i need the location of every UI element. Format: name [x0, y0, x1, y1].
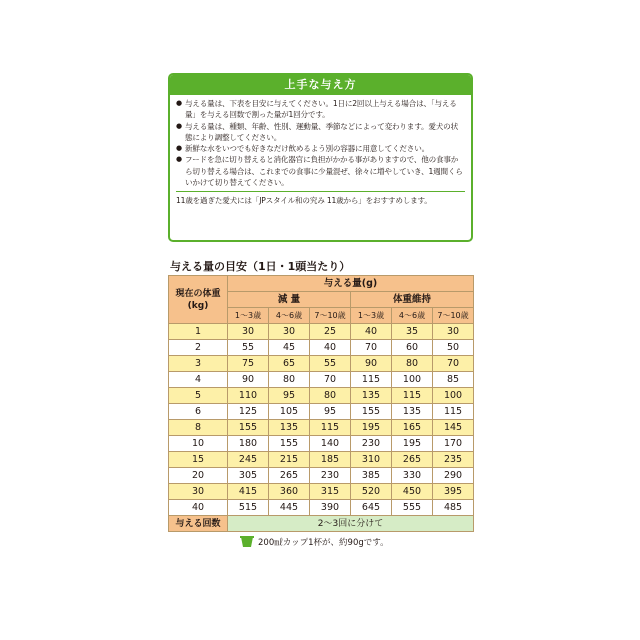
amount-cell: 65 [269, 356, 310, 372]
amount-cell: 45 [269, 340, 310, 356]
amount-cell: 145 [433, 420, 474, 436]
cup-note [240, 536, 389, 548]
table-row [169, 468, 474, 484]
amount-cell: 330 [392, 468, 433, 484]
amount-cell: 135 [269, 420, 310, 436]
amount-cell: 185 [310, 452, 351, 468]
amount-cell: 155 [269, 436, 310, 452]
amount-cell: 415 [228, 484, 269, 500]
amount-cell: 390 [310, 500, 351, 516]
amount-cell: 235 [433, 452, 474, 468]
table-title: 与える量の目安（1日・1頭当たり） [170, 260, 351, 273]
amount-cell: 60 [392, 340, 433, 356]
weight-cell: 15 [169, 452, 228, 468]
table-row [169, 484, 474, 500]
weight-cell: 4 [169, 372, 228, 388]
amount-cell: 125 [228, 404, 269, 420]
amount-cell: 35 [392, 324, 433, 340]
age-header: 4〜6歳 [392, 308, 433, 324]
amount-header: 与える量(g) [228, 276, 474, 292]
group-reduce-header: 減 量 [228, 292, 351, 308]
amount-cell: 115 [310, 420, 351, 436]
amount-cell: 115 [433, 404, 474, 420]
cup-note-text: 200㎖カップ1杯が、約90gです。 [258, 538, 389, 548]
amount-cell: 265 [392, 452, 433, 468]
amount-cell: 30 [433, 324, 474, 340]
amount-cell: 385 [351, 468, 392, 484]
age-header: 1〜3歳 [351, 308, 392, 324]
weight-cell: 5 [169, 388, 228, 404]
amount-cell: 395 [433, 484, 474, 500]
amount-cell: 360 [269, 484, 310, 500]
feeding-amount-table [168, 275, 474, 532]
amount-cell: 140 [310, 436, 351, 452]
amount-cell: 70 [433, 356, 474, 372]
weight-cell: 3 [169, 356, 228, 372]
amount-cell: 75 [228, 356, 269, 372]
table-row [169, 388, 474, 404]
amount-cell: 305 [228, 468, 269, 484]
table-row [169, 324, 474, 340]
tips-divider [176, 191, 465, 192]
amount-cell: 90 [351, 356, 392, 372]
weight-cell: 8 [169, 420, 228, 436]
tip-item: ● 与える量は、種類、年齢、性別、運動量、季節などによって変わります。愛犬の状態により調整してください。 [176, 121, 465, 144]
amount-cell: 155 [228, 420, 269, 436]
amount-cell: 230 [310, 468, 351, 484]
table-row [169, 436, 474, 452]
amount-cell: 40 [351, 324, 392, 340]
tips-note: 11歳を過ぎた愛犬には「JPスタイル和の究み 11歳から」をおすすめします。 [176, 196, 432, 206]
tip-item: ● 新鮮な水をいつでも好きなだけ飲めるよう別の容器に用意してください。 [176, 143, 465, 154]
frequency-label: 与える回数 [169, 516, 228, 532]
feeding-tips-box [168, 73, 473, 242]
amount-cell: 170 [433, 436, 474, 452]
age-header: 7〜10歳 [310, 308, 351, 324]
table-row [169, 356, 474, 372]
amount-cell: 315 [310, 484, 351, 500]
group-maintain-header: 体重維持 [351, 292, 474, 308]
amount-cell: 445 [269, 500, 310, 516]
amount-cell: 215 [269, 452, 310, 468]
table-row [169, 420, 474, 436]
age-header: 4〜6歳 [269, 308, 310, 324]
amount-cell: 245 [228, 452, 269, 468]
frequency-value: 2〜3回に分けて [228, 516, 474, 532]
age-header: 1〜3歳 [228, 308, 269, 324]
amount-cell: 30 [228, 324, 269, 340]
amount-cell: 230 [351, 436, 392, 452]
amount-cell: 115 [392, 388, 433, 404]
table-row [169, 404, 474, 420]
amount-cell: 85 [433, 372, 474, 388]
amount-cell: 450 [392, 484, 433, 500]
age-header: 7〜10歳 [433, 308, 474, 324]
amount-cell: 90 [228, 372, 269, 388]
weight-cell: 6 [169, 404, 228, 420]
weight-header: 現在の体重(kg) [169, 276, 228, 324]
amount-cell: 290 [433, 468, 474, 484]
tip-item: ● 与える量は、下表を目安に与えてください。1日に2回以上与える場合は、「与える量」を与える回数で割った量が1回分です。 [176, 98, 465, 121]
amount-cell: 30 [269, 324, 310, 340]
table-row [169, 372, 474, 388]
tips-title: 上手な与え方 [170, 75, 471, 95]
amount-cell: 310 [351, 452, 392, 468]
amount-cell: 135 [392, 404, 433, 420]
weight-cell: 30 [169, 484, 228, 500]
weight-cell: 20 [169, 468, 228, 484]
amount-cell: 70 [310, 372, 351, 388]
amount-cell: 180 [228, 436, 269, 452]
weight-cell: 1 [169, 324, 228, 340]
weight-cell: 2 [169, 340, 228, 356]
tips-list [176, 98, 465, 188]
weight-cell: 40 [169, 500, 228, 516]
amount-cell: 265 [269, 468, 310, 484]
table-row [169, 452, 474, 468]
amount-cell: 40 [310, 340, 351, 356]
amount-cell: 100 [392, 372, 433, 388]
amount-cell: 95 [269, 388, 310, 404]
amount-cell: 135 [351, 388, 392, 404]
amount-cell: 165 [392, 420, 433, 436]
amount-cell: 55 [310, 356, 351, 372]
amount-cell: 515 [228, 500, 269, 516]
amount-cell: 155 [351, 404, 392, 420]
table-row [169, 340, 474, 356]
table-row [169, 500, 474, 516]
amount-cell: 70 [351, 340, 392, 356]
tip-item: ● フードを急に切り替えると消化器官に負担がかかる事がありますので、他の食事から切り替える場合は、これまでの食事に少量混ぜ、徐々に増やしていき、1週間くらいかけて切り替えてください。 [176, 154, 465, 188]
amount-cell: 80 [310, 388, 351, 404]
amount-cell: 80 [392, 356, 433, 372]
weight-cell: 10 [169, 436, 228, 452]
amount-cell: 520 [351, 484, 392, 500]
amount-cell: 485 [433, 500, 474, 516]
amount-cell: 55 [228, 340, 269, 356]
amount-cell: 115 [351, 372, 392, 388]
amount-cell: 25 [310, 324, 351, 340]
amount-cell: 50 [433, 340, 474, 356]
amount-cell: 95 [310, 404, 351, 420]
amount-cell: 110 [228, 388, 269, 404]
measuring-cup-icon [240, 536, 254, 548]
amount-cell: 80 [269, 372, 310, 388]
amount-cell: 645 [351, 500, 392, 516]
amount-cell: 100 [433, 388, 474, 404]
amount-cell: 555 [392, 500, 433, 516]
amount-cell: 195 [392, 436, 433, 452]
amount-cell: 195 [351, 420, 392, 436]
amount-cell: 105 [269, 404, 310, 420]
